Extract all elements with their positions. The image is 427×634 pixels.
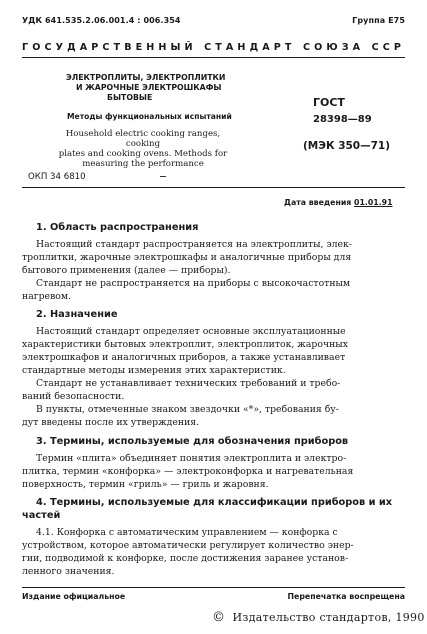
section-4-line-4: ленного значения. [22,566,115,577]
section-4-title-line-2: частей [22,510,61,521]
footer-rule [22,587,405,588]
section-3-title: 3. Термины, используемые для обозначения приборов [36,436,349,447]
section-2-line-4: стандартные методы измерения этих характеристик. [22,365,286,376]
section-2-line-8: дут введены после их утверждения. [22,417,200,428]
official-edition: Издание официальное [22,592,126,601]
group-code: Группа Е75 [352,16,405,25]
effective-date-label: Дата введения [284,198,352,207]
udc-code: УДК 641.535.2.06.001.4 : 006.354 [22,16,181,25]
section-1-line-5: нагревом. [22,291,72,302]
section-1-line-3: бытового применения (далее — приборы). [22,265,231,276]
dash-mark [160,176,166,177]
english-title-line-1: Household electric cooking ranges, cooking [65,129,221,149]
section-2-title: 2. Назначение [36,309,118,320]
title-line-2: И ЖАРОЧНЫЕ ЭЛЕКТРОШКАФЫ [76,83,222,92]
section-3-line-3: поверхность, термин «гриль» — гриль и жаровня. [22,479,269,490]
title-line-1: ЭЛЕКТРОПЛИТЫ, ЭЛЕКТРОПЛИТКИ [66,73,226,82]
header-rule [22,57,405,58]
section-4-line-3: гии, подводимой к конфорке, после достижения заранее установ- [22,553,349,564]
section-3-line-1: Термин «плита» объединяет понятия электроплита и электро- [36,453,347,464]
section-2-line-3: электрошкафов и аналогичных приборов, а также устанавливает [22,352,346,363]
section-1-line-4: Стандарт не распространяется на приборы с высокочастотным [36,278,351,289]
standard-title: ГОСУДАРСТВЕННЫЙ СТАНДАРТ СОЮЗА ССР [22,42,406,53]
section-2-line-7: В пункты, отмеченные знаком звездочки «*», требования бу- [36,404,339,415]
copyright-icon: © [212,610,225,625]
section-3-line-2: плитка, термин «конфорка» — электроконфорка и нагревательная [22,466,354,477]
reprint-prohibited: Перепечатка воспрещена [287,592,405,601]
title-subtitle: Методы функциональных испытаний [67,112,232,121]
english-title-line-2: plates and cooking ovens. Methods for [58,149,228,159]
copyright [212,610,425,625]
section-1-line-2: троплитки, жарочные электрошкафы и аналогичные приборы для [22,252,352,263]
title-line-3: БЫТОВЫЕ [107,93,153,102]
section-4-line-2: устройством, которое автоматически регулирует количество энер- [22,540,354,551]
effective-date [284,198,393,207]
title-rule [22,187,405,188]
section-4-title-line-1: 4. Термины, используемые для классификации приборов и их [36,497,393,508]
gost-label: ГОСТ [313,96,345,109]
effective-date-value: 01.01.91 [354,198,393,207]
gost-number: 28398—89 [313,114,372,125]
english-title-line-3: measuring the performance [82,159,204,169]
section-1-title: 1. Область распространения [36,222,199,233]
section-2-line-6: ваний безопасности. [22,391,125,402]
section-1-line-1: Настоящий стандарт распространяется на электроплиты, элек- [36,239,353,250]
section-2-line-5: Стандарт не устанавливает технических требований и требо- [36,378,341,389]
english-title [48,129,238,169]
section-2-line-1: Настоящий стандарт определяет основные эксплуатационные [36,326,346,337]
copyright-text: Издательство стандартов, 1990 [232,611,425,624]
section-4-line-1: 4.1. Конфорка с автоматическим управлением — конфорка с [36,527,338,538]
iec-number: (МЭК 350—71) [303,140,391,152]
section-2-line-2: характеристики бытовых электроплит, электроплиток, жарочных [22,339,348,350]
okp-code: ОКП 34 6810 [28,172,86,182]
